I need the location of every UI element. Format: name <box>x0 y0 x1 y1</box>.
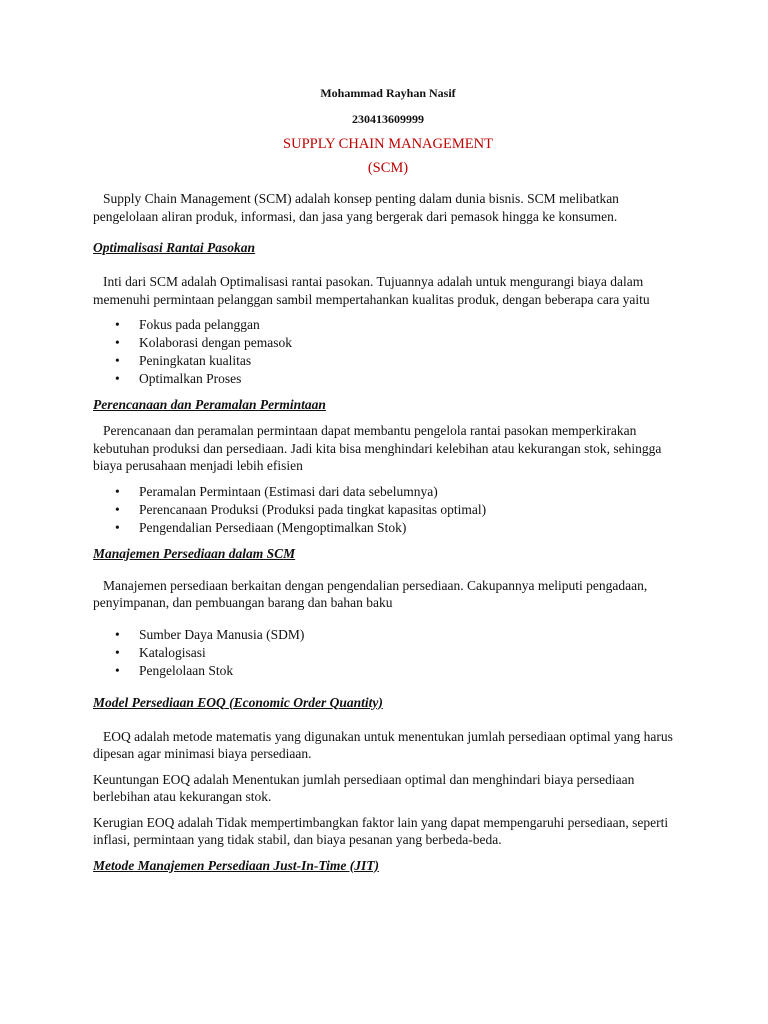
intro-paragraph: Supply Chain Management (SCM) adalah konsep penting dalam dunia bisnis. SCM melibatkan pengelolaan aliran produk, informasi, dan jasa yang bergerak dari pemasok hingga ke konsumen. <box>93 191 619 224</box>
bullet-icon: • <box>115 662 120 678</box>
section-heading-optimalisasi: Optimalisasi Rantai Pasokan <box>93 240 256 255</box>
list-item: • Katalogisasi <box>115 644 206 660</box>
list-item: • Pengendalian Persediaan (Mengoptimalkan Stok) <box>115 519 407 535</box>
bullet-icon: • <box>115 644 120 660</box>
bullet-icon: • <box>115 317 120 332</box>
bullet-icon: • <box>115 501 120 517</box>
bullet-list-manajemen-persediaan <box>93 626 683 680</box>
list-item: • Optimalkan Proses <box>115 371 242 386</box>
bullet-icon: • <box>115 483 120 499</box>
student-id: 230413609999 <box>352 112 424 126</box>
section-heading-eoq: Model Persediaan EOQ (Economic Order Quantity) <box>93 694 383 710</box>
section-paragraph-perencanaan: Perencanaan dan peramalan permintaan dapat membantu pengelola rantai pasokan memperkirakan kebutuhan produksi dan persediaan. Jadi kita bisa menghindari kelebihan atau kekurangan stok, sehingga biaya perusahaan menjadi lebih efisien <box>93 423 662 473</box>
section-paragraph-eoq-disadvantage: Kerugian EOQ adalah Tidak mempertimbangkan faktor lain yang dapat mempengaruhi persediaan, seperti inflasi, permintaan yang tidak stabil, dan biaya pesanan yang berbeda-beda. <box>93 814 669 847</box>
document-subtitle: (SCM) <box>367 160 409 176</box>
section-paragraph-optimalisasi: Inti dari SCM adalah Optimalisasi rantai pasokan. Tujuannya adalah untuk mengurangi biaya dalam memenuhi permintaan pelanggan sambil mempertahankan kualitas produk, dengan beberapa cara yaitu <box>93 274 650 307</box>
bullet-icon: • <box>115 353 120 368</box>
bullet-icon: • <box>115 335 120 350</box>
document-page <box>93 84 683 875</box>
list-item: • Peningkatan kualitas <box>115 353 252 368</box>
bullet-list-perencanaan <box>93 483 683 537</box>
bullet-icon: • <box>115 371 120 386</box>
section-paragraph-manajemen-persediaan: Manajemen persediaan berkaitan dengan pengendalian persediaan. Cakupannya meliputi pengadaan, penyimpanan, dan pembuangan barang dan bahan baku <box>93 577 648 610</box>
section-heading-manajemen-persediaan: Manajemen Persediaan dalam SCM <box>93 545 296 561</box>
document-title: SUPPLY CHAIN MANAGEMENT <box>283 136 493 152</box>
section-paragraph-eoq-definition: EOQ adalah metode matematis yang digunakan untuk menentukan jumlah persediaan optimal yang harus dipesan agar minimasi biaya persediaan. <box>93 728 673 761</box>
list-item: • Fokus pada pelanggan <box>115 317 260 332</box>
list-item: • Pengelolaan Stok <box>115 662 234 678</box>
bullet-icon: • <box>115 519 120 535</box>
section-paragraph-eoq-advantage: Keuntungan EOQ adalah Menentukan jumlah persediaan optimal dan menghindari biaya persediaan berlebihan atau kekurangan stok. <box>93 771 635 804</box>
list-item: • Perencanaan Produksi (Produksi pada tingkat kapasitas optimal) <box>115 501 487 517</box>
author-name: Mohammad Rayhan Nasif <box>320 86 456 100</box>
bullet-icon: • <box>115 626 120 642</box>
list-item: • Peramalan Permintaan (Estimasi dari data sebelumnya) <box>115 483 438 499</box>
bullet-list-optimalisasi <box>93 316 683 388</box>
list-item: • Sumber Daya Manusia (SDM) <box>115 626 305 642</box>
list-item: • Kolaborasi dengan pemasok <box>115 335 292 350</box>
section-heading-jit: Metode Manajemen Persediaan Just-In-Time (JIT) <box>93 857 379 873</box>
section-heading-perencanaan: Perencanaan dan Peramalan Permintaan <box>93 397 326 412</box>
